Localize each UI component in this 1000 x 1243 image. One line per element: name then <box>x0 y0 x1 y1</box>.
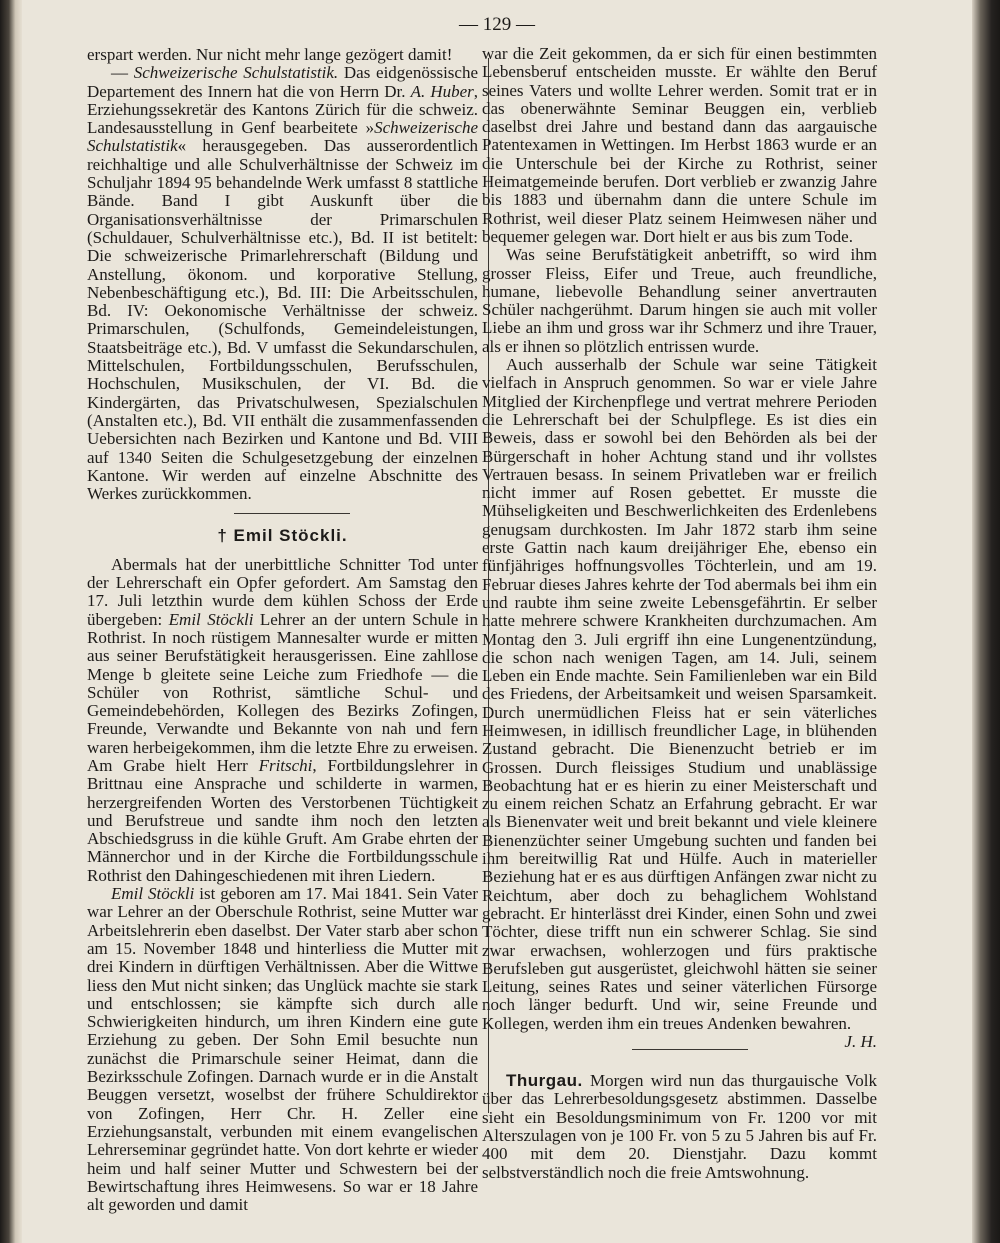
left-column <box>87 46 478 1214</box>
text-span: « herausgegeben. Das ausserordentlich reichhaltige und alle Schulverhältnisse der Schweiz im Schuljahr 1894 95 behandelnde Werk umfasst 8 stattliche Bände. Band I gibt Auskunft über die Organisationsverhältnisse der Primarschulen (Schuldauer, Schulverhältnisse etc.), Bd. II ist betitelt: Die schweizerische Primarlehrerschaft (Bildung und Anstellung, ökonom. und korporative Stellung, Nebenbeschäftigung etc.), Bd. III: Die Arbeitsschulen, Bd. IV: Oekonomische Verhältnisse der schweiz. Primarschulen, (Schulfonds, Gemeindeleistungen, Staatsbeiträge etc.), Bd. V umfasst die Sekundarschulen, Mittelschulen, Fortbildungsschulen, Berufsschulen, Hochschulen, Musikschulen, der VI. Bd. die Kindergärten, das Privatschulwesen, Spezialschulen (Anstalten etc.), Bd. VII enthält die zusammenfassenden Uebersichten nach Bezirken und Kantone und Bd. VIII auf 1340 Seiten die Schulgesetzgebung der einzelnen Kantone. Wir werden auf einzelne Abschnitte des Werkes zurückkommen. <box>87 136 478 504</box>
text-span: ist geboren am 17. Mai 1841. Sein Vater war Lehrer an der Oberschule Rothrist, seine Mutter war Arbeitslehrerin eben daselbst. Der Vater starb aber schon am 15. November 1848 und hinterliess die Mutter mit drei Kindern in dürftigen Verhältnissen. Aber die Wittwe liess den Mut nicht sinken; das Unglück machte sie stark und entschlossen; sie kämpfte sich durch alle Schwierigkeiten hindurch, um ihren Kindern eine gute Erziehung zu geben. Der Sohn Emil besuchte nun zunächst die Primarschule seiner Heimat, dann die Bezirksschule Zofingen. Darnach wurde er in die Anstalt Beuggen versetzt, woselbst der frühere Schuldirektor von Zofingen, Herr Chr. H. Zeller eine Erziehungsanstalt, verbunden mit einem evangelischen Lehrerseminar gegründet hatte. Von dort kehrte er wieder heim und half seiner Mutter und Schwestern bei der Bewirtschaftung ihres Heimwesens. So war er 18 Jahre alt geworden und damit <box>87 884 478 1215</box>
text-span: Das eidgenössische Departement des Innern hat die von Herrn Dr. <box>87 63 478 101</box>
deceased-name: Emil Stöckli <box>111 884 195 904</box>
speaker-name: Fritschi <box>258 755 313 775</box>
paragraph-obituary-3: war die Zeit gekommen, da er sich für einen bestimmten Lebensberuf entscheiden musste. Er wählte den Beruf seines Vaters und wollte Lehrer werden. Somit trat er in das obenerwähnte Seminar Beuggen ein, verblieb daselbst drei Jahre und bestand dann das aargauische Patentexamen in Wettingen. Im Herbst 1863 wurde er an die Unterschule bei der Kirche zu Rothrist, seiner Heimatgemeinde berufen. Dort verblieb er zwanzig Jahre bis 1883 und übernahm dann die untere Schule im Rothrist, weil dieser Platz seinem Heimwesen näher und bequemer gelegen war. Dort hielt er aus bis zum Tode. <box>482 44 877 246</box>
work-title: Schweizerische Schulstatistik <box>87 118 478 156</box>
dash: — <box>111 63 134 83</box>
text-span: Morgen wird nun das thurgauische Volk über das Lehrerbesoldungsgesetz abstimmen. Dasselbe sieht ein Besoldungsminimum von Fr. 1200 vor mit Alterszulagen von je 100 Fr. von 5 zu 5 Jahren bis auf Fr. 400 mit dem 20. Dienstjahr. Dazu kommt selbstverständlich noch die freie Amtswohnung. <box>482 1071 877 1182</box>
scanned-page <box>22 0 972 1243</box>
section-divider <box>234 513 350 514</box>
author-name: A. Huber <box>410 81 474 101</box>
paragraph-obituary-4: Was seine Berufstätigkeit anbetrifft, so wird ihm grosser Fleiss, Eifer und Treue, auch freundliche, humane, liebevolle Behandlung seiner anvertrauten Schüler nachgerühmt. Darum hingen sie auch mit voller Liebe an ihm und gross war ihr Schmerz und ihre Trauer, als er ihnen so plötzlich entrissen wurde. <box>482 245 877 356</box>
binding-edge-left <box>0 0 22 1243</box>
signature: J. H. <box>844 1032 877 1052</box>
page-number: — 129 — <box>459 14 535 35</box>
text-span: Lehrer an der untern Schule in Rothrist. In noch rüstigem Mannesalter wurde er mitten aus seiner Berufstätigkeit herausgerissen. Eine zahllose Menge b gleitete seine Leiche zum Friedhofe — die Schüler von Rothrist, sämtliche Schul- und Gemeindebehörden, Kollegen des Bezirks Zofingen, Freunde, Verwandte und Bekannte von nah und fern waren herbeigekommen, ihm die letzte Ehre zu erweisen. Am Grabe hielt Herr <box>87 609 478 775</box>
text-span: , Fortbildungslehrer in Brittnau eine Ansprache und schilderte in warmen, herzergreifenden Worten des Verstorbenen Tüchtigkeit und Berufstreue und sandte ihm noch den letzten Abschiedsgruss in die kühle Gruft. Am Grabe ehrten der Männerchor und in der Kirche die Fortbildungsschule Rothrist den Dahingeschiedenen mit ihren Liedern. <box>87 755 478 885</box>
paragraph-obituary-1 <box>87 556 478 885</box>
right-column <box>482 45 877 1182</box>
canton-heading: Thurgau. <box>506 1071 583 1091</box>
paragraph-obituary-2 <box>87 885 478 1214</box>
text-span: Auch ausserhalb der Schule war seine Tätigkeit vielfach in Anspruch genommen. So war er viele Jahre Mitglied der Kirchenpflege und vertrat mehrere Perioden die Lehrerschaft bei der Schulpflege. Es ist dies ein Beweis, dass er sowohl bei den Behörden als bei der Bürgerschaft in hoher Achtung stand und ihr vollstes Vertrauen besass. In seinem Privatleben war er freilich nicht immer auf Rosen gebettet. Er musste die Mühseligkeiten und Beschwerlichkeiten des Erdenlebens genugsam durchkosten. Im Jahr 1872 starb ihm seine erste Gattin nach kaum dreijähriger Ehe, ebenso ein fünfjähriges hoffnungsvolles Töchterlein, und am 19. Februar dieses Jahres kehrte der Tod abermals bei ihm ein und raubte ihm seine zweite Lebensgefährtin. Er selber hatte mehrere schwere Krankheiten durchzumachen. Am Montag den 3. Juli ergriff ihn eine Lungenentzündung, die schon nach wenigen Tagen, am 14. Juli, seinem Leben ein Ende machte. Sein Familienleben war ein Bild des Friedens, der Arbeitsamkeit und weisen Sparsamkeit. Durch unermüdlichen Fleiss hat er sein väterliches Heimwesen, in idillisch freundlicher Lage, in blühenden Zustand gebracht. Die Bienenzucht betrieb er im Grossen. Durch fleissiges Studium und unablässige Beobachtung hat er es hierin zu einer Meisterschaft und zu einem reichen Schatz an Erfahrung gebracht. Er war als Bienenvater weit und breit bekannt und viele kleinere Bienenzüchter seiner Umgebung suchten und fanden bei ihm bereitwillig Rat und Hülfe. Auch in materieller Beziehung hat er es aus dürftigen Anfängen zwar nicht zu Reichtum, aber doch zu behaglichem Wohlstand gebracht. Er hinterlässt drei Kinder, einen Sohn und zwei Töchter, diese trifft nun ein schwerer Schlag. Sie sind zwar erwachsen, wohlerzogen und fürs praktische Berufsleben gut ausgerüstet, gleichwohl hätten sie seiner Leitung, seines Rates und seiner väterlichen Fürsorge noch länger bedurft. Und wir, seine Freunde und Kollegen, werden ihm ein treues Andenken bewahren. <box>482 355 877 1033</box>
section-divider <box>632 1049 748 1050</box>
scan-edge-right <box>972 0 1000 1243</box>
text-span: Abermals hat der unerbittliche Schnitter Tod unter der Lehrerschaft ein Opfer gefordert. Am Samstag den 17. Juli letzthin wurde dem kühlen Schoss der Erde übergeben: <box>87 554 478 629</box>
paragraph-thurgau <box>482 1072 877 1182</box>
obituary-heading: † Emil Stöckli. <box>217 526 348 546</box>
deceased-name: Emil Stöckli <box>168 609 254 629</box>
paragraph-obituary-5 <box>482 355 877 1052</box>
text-span: , Erziehungssekretär des Kantons Zürich für die schweiz. Landesausstellung in Genf bearbeitete » <box>87 81 479 138</box>
paragraph-continuation: erspart werden. Nur nicht mehr lange gezögert damit! <box>87 45 453 64</box>
paragraph-schulstatistik <box>87 64 478 503</box>
article-title-schulstatistik: Schweizerische Schulstatistik. <box>133 63 339 83</box>
